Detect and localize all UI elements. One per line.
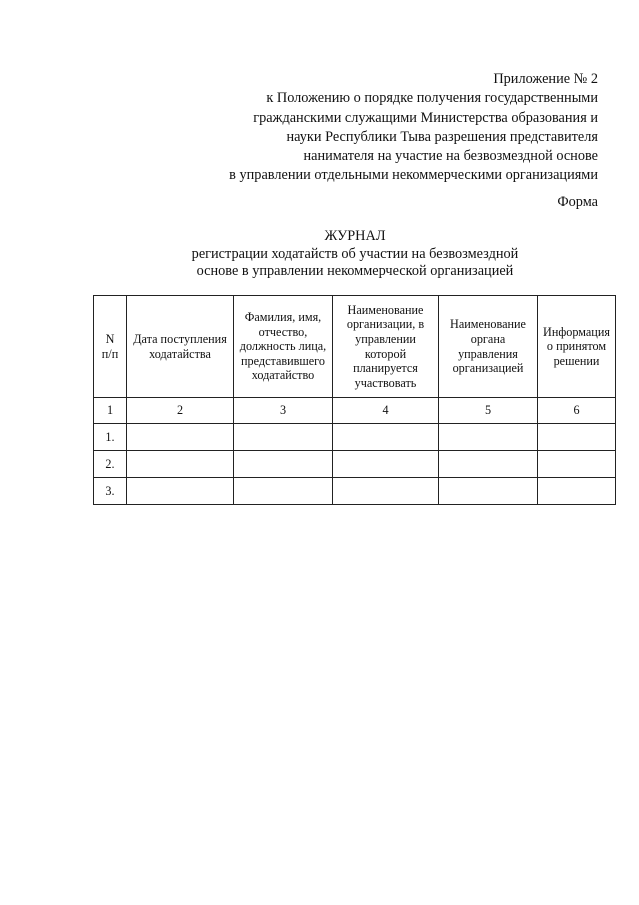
table-cell <box>127 478 234 505</box>
row-number: 2. <box>94 451 127 478</box>
table-cell <box>127 424 234 451</box>
appendix-line: в управлении отдельными некоммерческими организациями <box>229 167 598 184</box>
header-number: N п/п <box>94 296 127 398</box>
column-number: 4 <box>333 398 439 424</box>
journal-title <box>95 228 615 281</box>
appendix-reference <box>158 70 598 186</box>
journal-heading: ЖУРНАЛ <box>324 228 386 244</box>
table-header-row <box>94 296 616 398</box>
table-cell <box>333 478 439 505</box>
journal-table <box>93 295 616 505</box>
table-cell <box>538 478 616 505</box>
form-label: Форма <box>557 194 598 210</box>
column-number: 1 <box>94 398 127 424</box>
journal-subtitle-line: регистрации ходатайств об участии на безвозмездной <box>191 245 519 262</box>
header-decision-info: Информация о принятом решении <box>538 296 616 398</box>
table-cell <box>538 451 616 478</box>
row-number: 1. <box>94 424 127 451</box>
header-governing-body: Наименование органа управления организацией <box>439 296 538 398</box>
table-row <box>94 424 616 451</box>
table-cell <box>234 424 333 451</box>
appendix-line: гражданскими служащими Министерства образования и <box>253 109 598 126</box>
table-row <box>94 451 616 478</box>
column-number: 3 <box>234 398 333 424</box>
table-row <box>94 478 616 505</box>
appendix-line: науки Республики Тыва разрешения представителя <box>286 128 598 145</box>
table-cell <box>439 424 538 451</box>
header-applicant: Фамилия, имя, отчество, должность лица, представившего ходатайство <box>234 296 333 398</box>
column-number: 2 <box>127 398 234 424</box>
column-number: 5 <box>439 398 538 424</box>
row-number: 3. <box>94 478 127 505</box>
appendix-line: к Положению о порядке получения государственными <box>266 90 598 107</box>
column-number-row <box>94 398 616 424</box>
table-cell <box>127 451 234 478</box>
table-cell <box>439 451 538 478</box>
table-cell <box>538 424 616 451</box>
header-organization-name: Наименование организации, в управлении которой планируется участвовать <box>333 296 439 398</box>
table-cell <box>234 451 333 478</box>
journal-subtitle-line: основе в управлении некоммерческой организацией <box>196 263 514 279</box>
appendix-line: нанимателя на участие на безвозмездной основе <box>303 148 598 165</box>
table-cell <box>234 478 333 505</box>
table-cell <box>333 451 439 478</box>
table-cell <box>333 424 439 451</box>
table-cell <box>439 478 538 505</box>
appendix-line: Приложение № 2 <box>493 71 598 87</box>
header-date-received: Дата поступления ходатайства <box>127 296 234 398</box>
column-number: 6 <box>538 398 616 424</box>
